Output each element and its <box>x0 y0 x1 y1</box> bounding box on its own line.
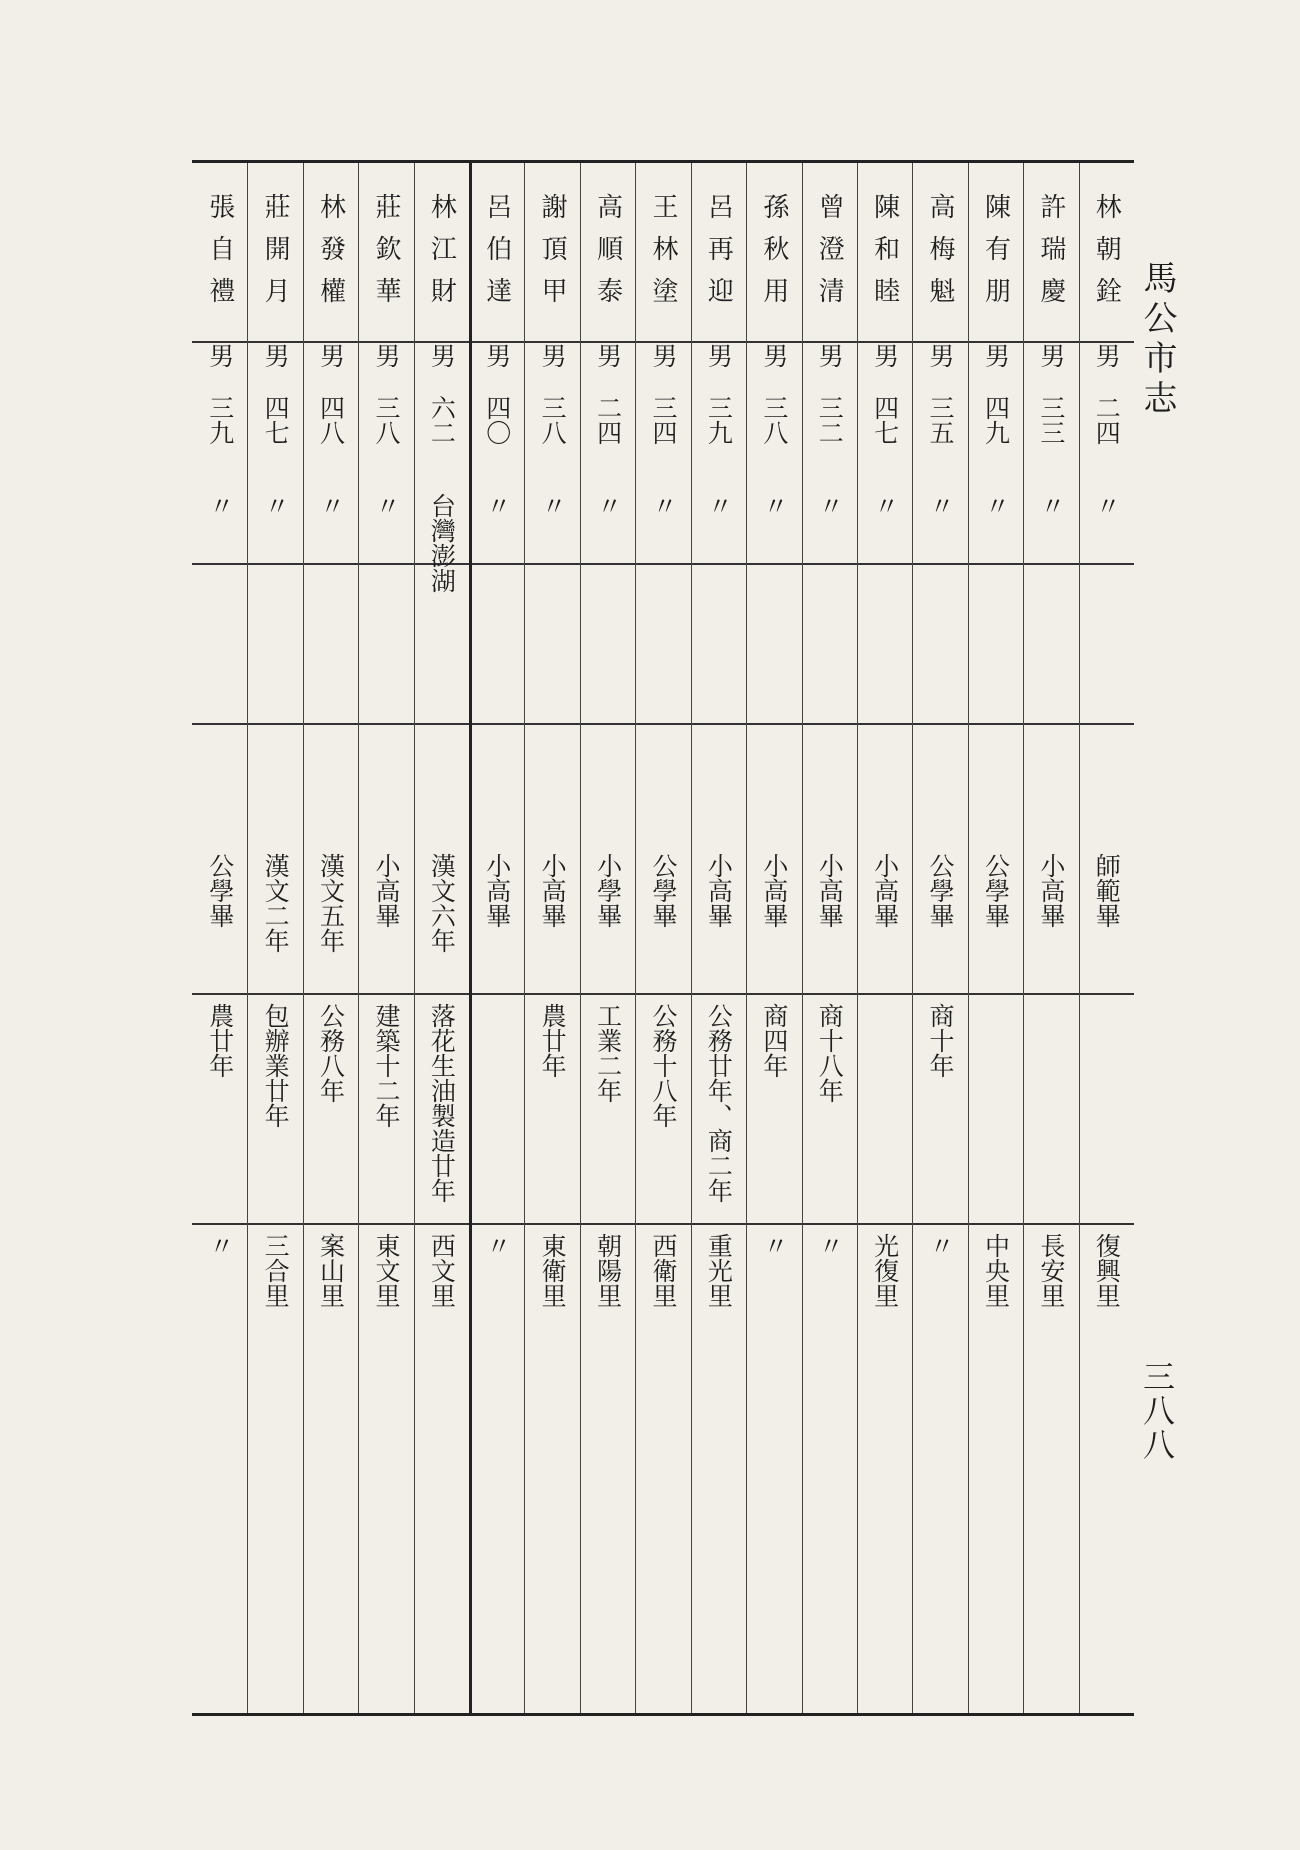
age-cell: 三二 <box>815 395 845 445</box>
table-column-divider <box>802 163 803 1713</box>
name-cell: 莊開月 <box>260 193 291 319</box>
sex-cell: 男 <box>482 343 512 368</box>
representatives-table <box>192 160 1134 1716</box>
table-column-divider <box>968 163 969 1713</box>
name-cell: 王林塗 <box>648 193 678 319</box>
age-cell: 三三 <box>1036 395 1066 445</box>
age-cell: 三八 <box>538 395 568 445</box>
name-cell: 孫秋用 <box>758 193 789 319</box>
table-column-divider <box>414 163 415 1713</box>
origin-cell: 〃 <box>538 493 568 518</box>
table-row-divider <box>192 723 1134 725</box>
name-cell: 呂伯達 <box>481 193 512 319</box>
origin-cell: 〃 <box>926 493 956 518</box>
age-cell: 六二 <box>427 395 457 445</box>
name-cell: 許瑞慶 <box>1035 193 1066 319</box>
experience-cell: 公務廿年、商二年 <box>704 1003 734 1203</box>
name-cell: 林發權 <box>315 193 346 319</box>
address-cell: 光復里 <box>870 1233 900 1308</box>
age-cell: 二四 <box>593 395 623 445</box>
sex-cell: 男 <box>593 343 623 368</box>
address-cell: 案山里 <box>316 1233 346 1308</box>
address-cell: 朝陽里 <box>593 1233 623 1308</box>
origin-cell: 〃 <box>870 493 900 518</box>
table-column-divider <box>469 163 472 1713</box>
education-cell: 公學畢 <box>649 853 678 928</box>
education-cell: 小高畢 <box>759 853 789 928</box>
name-cell: 張自禮 <box>204 193 235 319</box>
name-cell: 呂再迎 <box>703 193 734 319</box>
age-cell: 四八 <box>316 395 346 445</box>
table-column-divider <box>1023 163 1024 1713</box>
name-cell: 林江財 <box>426 193 457 319</box>
table-row-divider <box>192 993 1134 995</box>
sex-cell: 男 <box>371 343 401 368</box>
sex-cell: 男 <box>815 343 845 368</box>
sex-cell: 男 <box>870 343 900 368</box>
address-cell: 重光里 <box>704 1233 734 1308</box>
sex-cell: 男 <box>538 343 568 368</box>
origin-cell: 〃 <box>1036 493 1066 518</box>
origin-cell: 〃 <box>482 493 512 518</box>
sex-cell: 男 <box>1092 343 1122 368</box>
address-cell: 〃 <box>815 1233 845 1258</box>
age-cell: 三九 <box>704 395 734 445</box>
address-cell: 東衛里 <box>538 1233 568 1308</box>
table-column-divider <box>857 163 858 1713</box>
education-cell: 漢文五年 <box>316 853 346 953</box>
age-cell: 三四 <box>649 395 678 445</box>
origin-cell: 〃 <box>261 493 291 518</box>
experience-cell: 工業二年 <box>593 1003 623 1103</box>
name-cell: 陳和睦 <box>869 193 900 319</box>
education-cell: 公學畢 <box>205 853 235 928</box>
education-cell: 小高畢 <box>371 853 401 928</box>
sex-cell: 男 <box>427 343 457 368</box>
sex-cell: 男 <box>649 343 678 368</box>
address-cell: 長安里 <box>1036 1233 1066 1308</box>
name-cell: 曾澄清 <box>814 193 845 319</box>
name-cell: 陳有朋 <box>980 193 1011 319</box>
address-cell: 中央里 <box>981 1233 1011 1308</box>
education-cell: 公學畢 <box>926 853 956 928</box>
origin-cell: 〃 <box>759 493 789 518</box>
name-cell: 高順泰 <box>592 193 623 319</box>
sex-cell: 男 <box>1036 343 1066 368</box>
book-title: 馬公市志 <box>1137 260 1177 420</box>
name-cell: 高梅魁 <box>925 193 956 319</box>
table-column-divider <box>524 163 525 1713</box>
table-column-divider <box>912 163 913 1713</box>
origin-cell: 〃 <box>704 493 734 518</box>
address-cell: 〃 <box>926 1233 956 1258</box>
age-cell: 四七 <box>261 395 291 445</box>
address-cell: 西文里 <box>427 1233 457 1308</box>
table-column-divider <box>303 163 304 1713</box>
origin-cell: 〃 <box>316 493 346 518</box>
origin-cell: 台灣澎湖 <box>427 493 457 593</box>
table-row-divider <box>192 563 1134 565</box>
address-cell: 〃 <box>482 1233 512 1258</box>
origin-cell: 〃 <box>1092 493 1122 518</box>
table-column-divider <box>247 163 248 1713</box>
address-cell: 三合里 <box>261 1233 291 1308</box>
education-cell: 公學畢 <box>981 853 1011 928</box>
table-row-divider <box>192 1223 1134 1225</box>
table-column-divider <box>635 163 636 1713</box>
sex-cell: 男 <box>261 343 291 368</box>
age-cell: 二四 <box>1092 395 1122 445</box>
address-cell: 復興里 <box>1092 1233 1122 1308</box>
sex-cell: 男 <box>704 343 734 368</box>
experience-cell: 商四年 <box>759 1003 789 1078</box>
experience-cell: 農廿年 <box>538 1003 568 1078</box>
education-cell: 小高畢 <box>815 853 845 928</box>
origin-cell: 〃 <box>815 493 845 518</box>
education-cell: 小學畢 <box>593 853 623 928</box>
sex-cell: 男 <box>981 343 1011 368</box>
age-cell: 三五 <box>926 395 956 445</box>
experience-cell: 農廿年 <box>205 1003 235 1078</box>
sex-cell: 男 <box>316 343 346 368</box>
sex-cell: 男 <box>205 343 235 368</box>
origin-cell: 〃 <box>649 493 678 518</box>
table-column-divider <box>1079 163 1080 1713</box>
education-cell: 小高畢 <box>870 853 900 928</box>
address-cell: 東文里 <box>371 1233 401 1308</box>
sex-cell: 男 <box>926 343 956 368</box>
education-cell: 小高畢 <box>704 853 734 928</box>
address-cell: 〃 <box>205 1233 235 1258</box>
education-cell: 漢文二年 <box>261 853 291 953</box>
table-column-divider <box>691 163 692 1713</box>
origin-cell: 〃 <box>371 493 401 518</box>
origin-cell: 〃 <box>205 493 235 518</box>
table-column-divider <box>580 163 581 1713</box>
experience-cell: 落花生油製造廿年 <box>427 1003 457 1203</box>
experience-cell: 公務八年 <box>316 1003 346 1103</box>
experience-cell: 包辦業廿年 <box>261 1003 291 1128</box>
age-cell: 四九 <box>981 395 1011 445</box>
age-cell: 四〇 <box>482 395 512 445</box>
education-cell: 小高畢 <box>1036 853 1066 928</box>
origin-cell: 〃 <box>981 493 1011 518</box>
address-cell: 西衛里 <box>649 1233 678 1308</box>
age-cell: 三九 <box>205 395 235 445</box>
experience-cell: 建築十二年 <box>371 1003 401 1128</box>
experience-cell: 商十年 <box>926 1003 956 1078</box>
name-cell: 林朝銓 <box>1091 193 1122 319</box>
education-cell: 小高畢 <box>538 853 568 928</box>
education-cell: 漢文六年 <box>427 853 457 953</box>
education-cell: 小高畢 <box>482 853 512 928</box>
origin-cell: 〃 <box>593 493 623 518</box>
experience-cell: 公務十八年 <box>649 1003 678 1128</box>
name-cell: 莊欽華 <box>370 193 401 319</box>
age-cell: 四七 <box>870 395 900 445</box>
experience-cell: 商十八年 <box>815 1003 845 1103</box>
table-column-divider <box>746 163 747 1713</box>
page-number: 三八八 <box>1138 1360 1176 1462</box>
address-cell: 〃 <box>759 1233 789 1258</box>
age-cell: 三八 <box>759 395 789 445</box>
table-column-divider <box>358 163 359 1713</box>
sex-cell: 男 <box>759 343 789 368</box>
age-cell: 三八 <box>371 395 401 445</box>
education-cell: 師範畢 <box>1092 853 1122 928</box>
name-cell: 謝頂甲 <box>537 193 568 319</box>
